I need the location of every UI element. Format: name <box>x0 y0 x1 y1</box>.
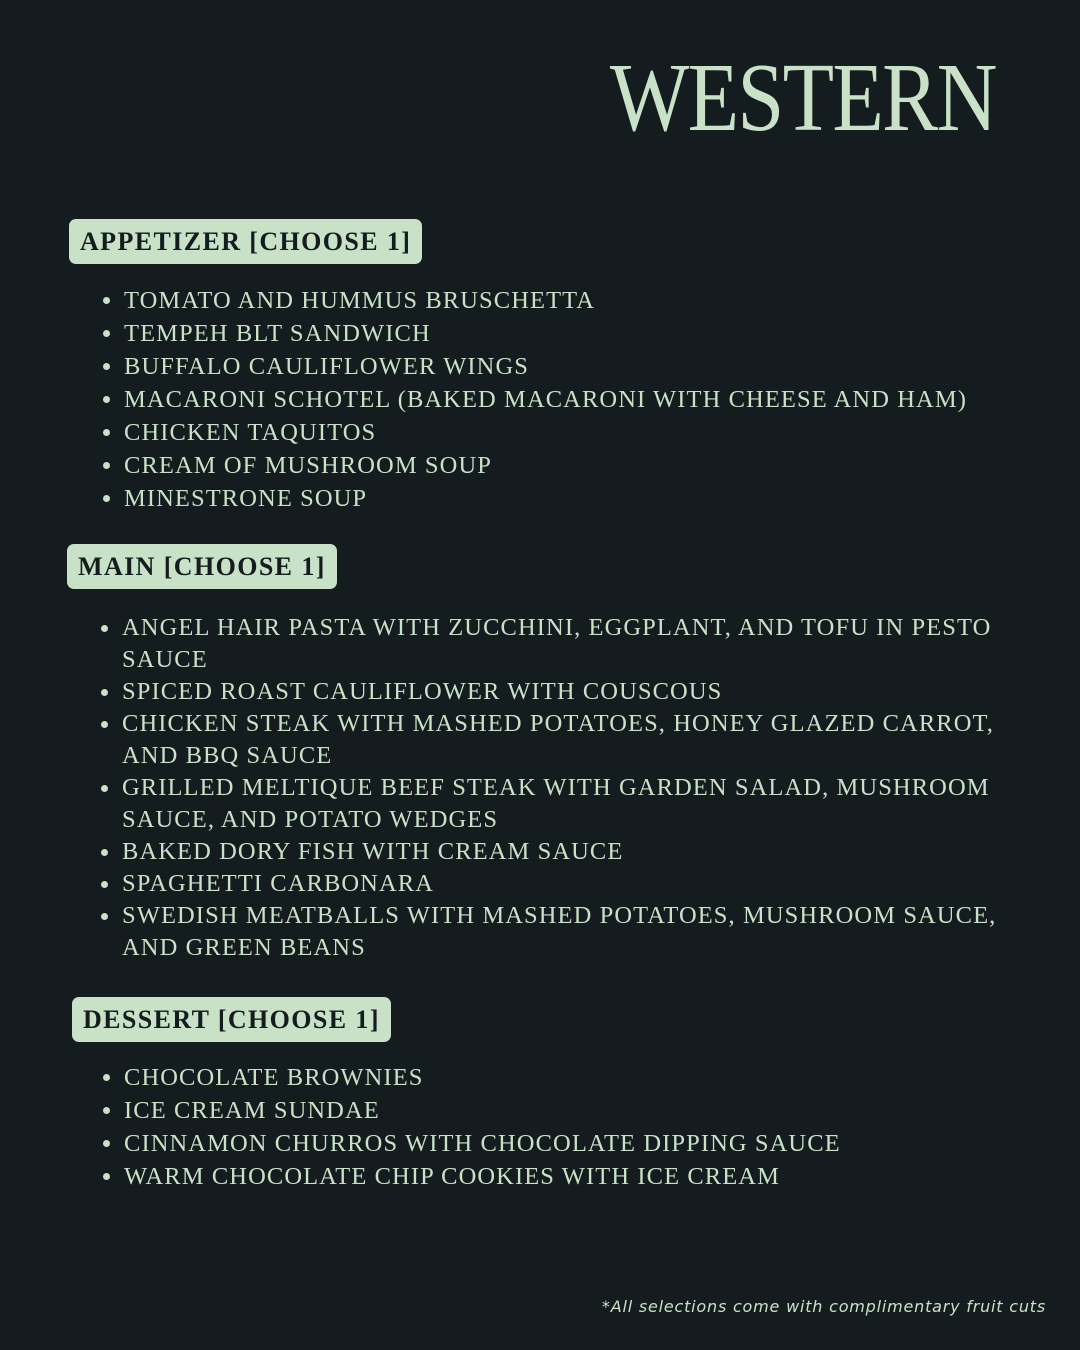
list-item: TEMPEH BLT SANDWICH <box>102 317 1032 350</box>
appetizer-heading-badge: APPETIZER [CHOOSE 1] <box>69 219 422 264</box>
footnote: *All selections come with complimentary fruit cuts <box>601 1297 1046 1316</box>
list-item: GRILLED MELTIQUE BEEF STEAK WITH GARDEN SALAD, MUSHROOM SAUCE, AND POTATO WEDGES <box>100 772 1000 836</box>
main-list <box>100 612 1000 964</box>
list-item: CREAM OF MUSHROOM SOUP <box>102 449 1032 482</box>
dessert-list <box>102 1061 1032 1193</box>
list-item: WARM CHOCOLATE CHIP COOKIES WITH ICE CREAM <box>102 1160 1032 1193</box>
list-item: CINNAMON CHURROS WITH CHOCOLATE DIPPING SAUCE <box>102 1127 1032 1160</box>
list-item: SWEDISH MEATBALLS WITH MASHED POTATOES, MUSHROOM SAUCE, AND GREEN BEANS <box>100 900 1000 964</box>
dessert-heading-badge: DESSERT [CHOOSE 1] <box>72 997 391 1042</box>
list-item: BAKED DORY FISH WITH CREAM SAUCE <box>100 836 1000 868</box>
list-item: MINESTRONE SOUP <box>102 482 1032 515</box>
list-item: ICE CREAM SUNDAE <box>102 1094 1032 1127</box>
list-item: BUFFALO CAULIFLOWER WINGS <box>102 350 1032 383</box>
list-item: CHOCOLATE BROWNIES <box>102 1061 1032 1094</box>
list-item: CHICKEN TAQUITOS <box>102 416 1032 449</box>
list-item: CHICKEN STEAK WITH MASHED POTATOES, HONEY GLAZED CARROT, AND BBQ SAUCE <box>100 708 1000 772</box>
main-heading-badge: MAIN [CHOOSE 1] <box>67 544 337 589</box>
appetizer-list <box>102 284 1032 515</box>
list-item: SPAGHETTI CARBONARA <box>100 868 1000 900</box>
list-item: ANGEL HAIR PASTA WITH ZUCCHINI, EGGPLANT, AND TOFU IN PESTO SAUCE <box>100 612 1000 676</box>
list-item: TOMATO AND HUMMUS BRUSCHETTA <box>102 284 1032 317</box>
list-item: SPICED ROAST CAULIFLOWER WITH COUSCOUS <box>100 676 1000 708</box>
list-item: MACARONI SCHOTEL (BAKED MACARONI WITH CHEESE AND HAM) <box>102 383 1032 416</box>
menu-title: WESTERN <box>610 44 996 152</box>
